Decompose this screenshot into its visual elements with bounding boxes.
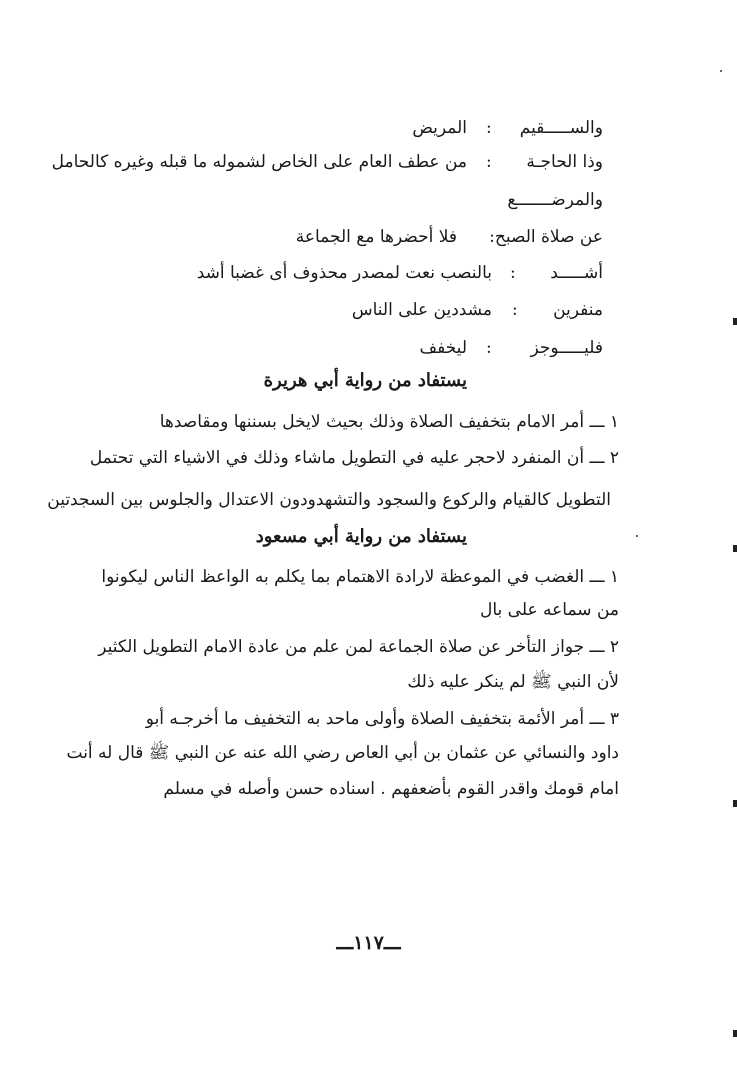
glossary-colon: : — [486, 338, 492, 358]
glossary-definition: مشددين على الناس — [351, 300, 492, 320]
section-heading: يستفاد من رواية أبي هريرة — [263, 370, 467, 391]
text-line: التطويل كالقيام والركوع والسجود والتشهدودون الاعتدال والجلوس بين السجدتين — [47, 490, 611, 510]
text-line: ١ ـــ الغضب في الموعظة لارادة الاهتمام بما يكلم به الواعظ الناس ليكونوا — [101, 567, 619, 587]
glossary-definition: فلا أحضرها مع الجماعة — [295, 227, 457, 247]
text-line: ٢ ـــ جواز التأخر عن صلاة الجماعة لمن علم من عادة الامام التطويل الكثير — [98, 637, 619, 657]
glossary-term: عن صلاة الصبح: — [489, 227, 603, 247]
text-line: داود والنسائي عن عثمان بن أبي العاص رضي الله عنه عن النبي ﷺ قال له أنت — [66, 743, 619, 763]
glossary-colon: : — [486, 152, 492, 172]
glossary-term: وذا الحاجـة — [526, 152, 603, 172]
glossary-colon: : — [510, 263, 516, 283]
scan-speck — [636, 535, 638, 537]
glossary-colon: : — [512, 300, 518, 320]
text-line: ١ ـــ أمر الامام بتخفيف الصلاة وذلك بحيث لايخل بسننها ومقاصدها — [159, 412, 619, 432]
glossary-term: والســـــقيم — [519, 118, 603, 138]
text-line: ٣ ـــ أمر الأئمة بتخفيف الصلاة وأولى ماحد به التخفيف ما أخرجـه أبو — [145, 709, 619, 729]
scan-mark — [733, 545, 737, 552]
page-number: ـــ١١٧ـــ — [336, 932, 401, 954]
glossary-definition: من عطف العام على الخاص لشموله ما قبله وغيره كالحامل — [51, 152, 467, 172]
glossary-definition: بالنصب نعت لمصدر محذوف أى غضبا أشد — [196, 263, 492, 283]
text-line: امام قومك واقدر القوم بأضعفهم . اسناده حسن وأصله في مسلم — [163, 779, 619, 799]
glossary-term: فليـــــوجز — [530, 338, 603, 358]
glossary-colon: : — [486, 118, 492, 138]
glossary-definition: ليخفف — [419, 338, 467, 358]
glossary-continuation: والمرضـــــــع — [507, 190, 603, 210]
text-line: من سماعه على بال — [480, 600, 619, 620]
scan-mark — [733, 318, 737, 325]
glossary-definition: المريض — [412, 118, 467, 138]
glossary-term: أشـــــد — [550, 263, 603, 283]
glossary-term: منفرين — [553, 300, 603, 320]
scan-mark — [733, 800, 737, 807]
section-heading: يستفاد من رواية أبي مسعود — [255, 526, 467, 547]
scan-mark — [733, 1030, 737, 1037]
scan-speck — [720, 70, 722, 72]
text-line: لأن النبي ﷺ لم ينكر عليه ذلك — [407, 672, 619, 692]
text-line: ٢ ـــ أن المنفرد لاحجر عليه في التطويل ماشاء وذلك في الاشياء التي تحتمل — [89, 448, 619, 468]
